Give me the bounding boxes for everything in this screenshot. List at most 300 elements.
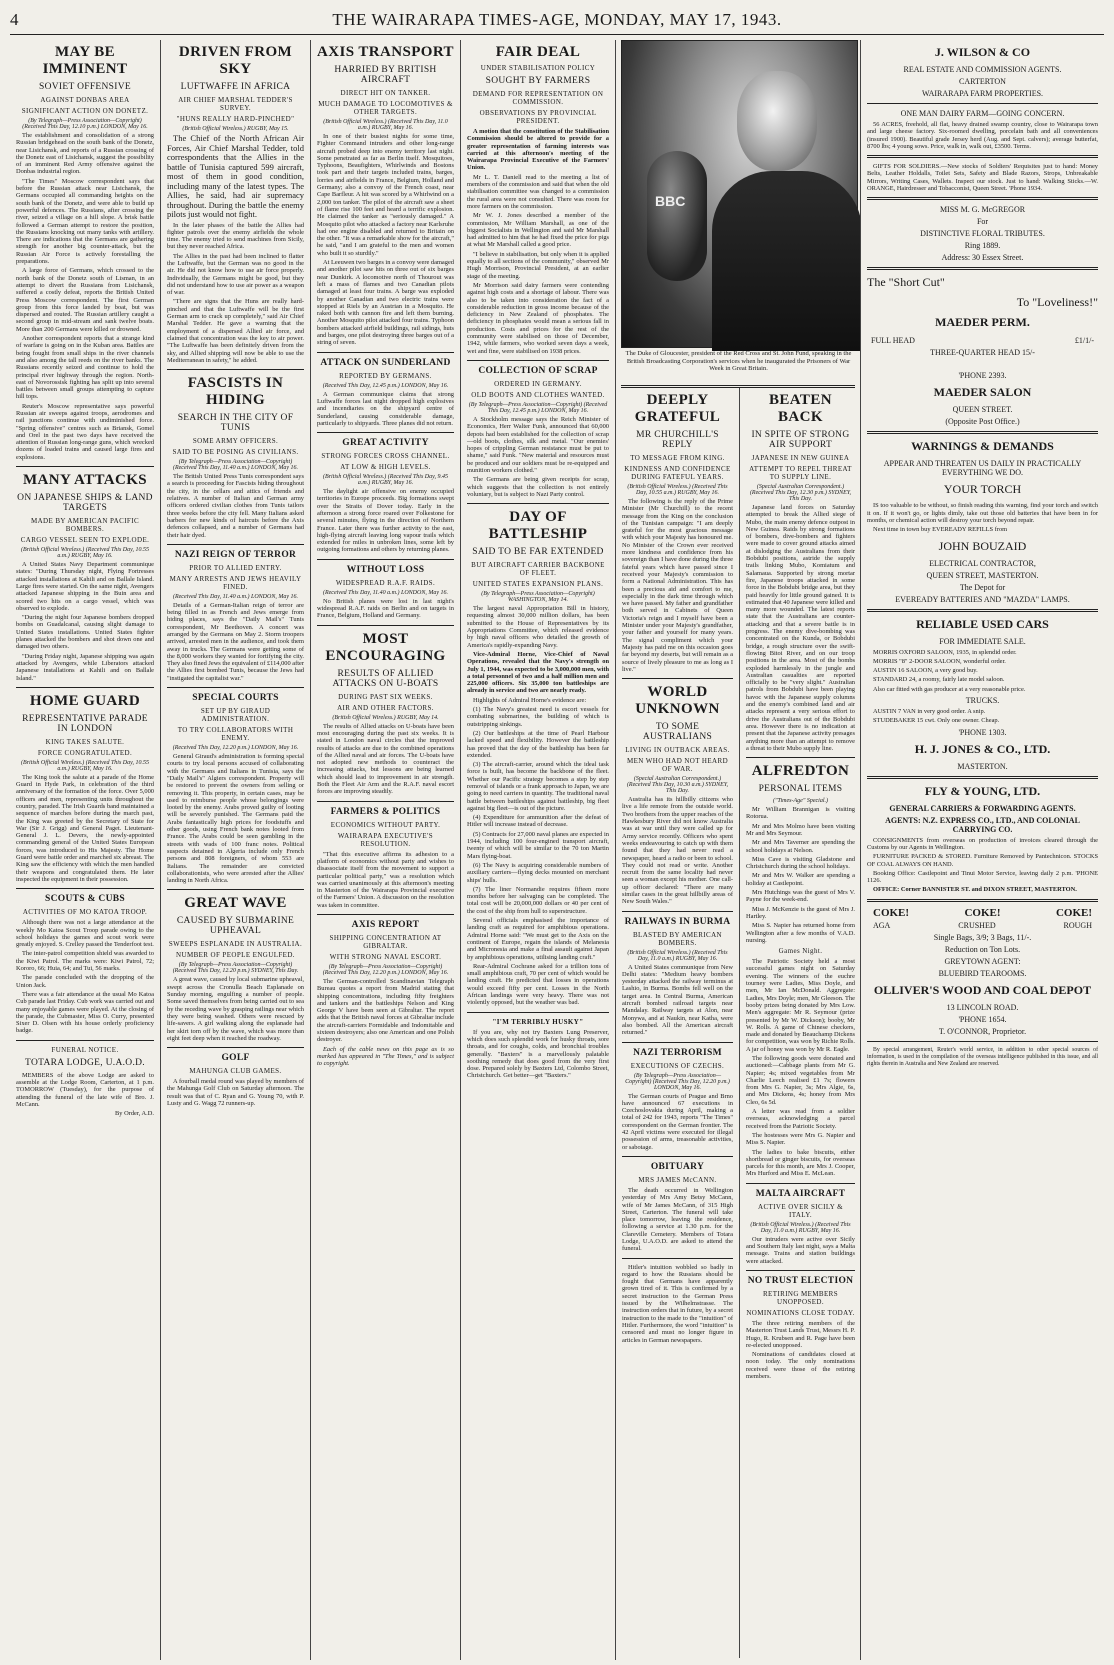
headline-great-activity: GREAT ACTIVITY: [342, 438, 429, 449]
subhead: UNITED STATES EXPANSION PLANS.: [472, 580, 604, 589]
paragraph: MEMBERS of the above Lodge are asked to assemble at the Lodge Room, Carterton, at 1 p.m. TOMORROW (Tuesday), for the purpose of attending the funeral of the late wife of Bro. J. McCann.: [16, 1071, 154, 1108]
dateline: (British Official Wireless.) (Received This Day, 10.55 a.m.) RUGBY, May 16.: [21, 547, 149, 560]
headline-beaten-back: BEATEN BACK: [769, 392, 832, 425]
subhead: REPRESENTATIVE PARADE IN LONDON: [22, 713, 148, 734]
ad-mcgregor-title: MISS M. G. McGREGOR: [939, 205, 1026, 215]
ad-paragraph: Also car fitted with gas producer at a very reasonable price.: [873, 685, 1026, 693]
headline-great-wave: GREAT WAVE: [184, 895, 287, 912]
subhead: ON JAPANESE SHIPS & LAND TARGETS: [17, 493, 153, 514]
headline-attack-on-sunderland: ATTACK ON SUNDERLAND: [320, 357, 451, 368]
paragraph: "I believe in stabilisation, but only when it is applied equally to all sections of the community," observed Mr Hugh Morrison, Provincial President, at an earlier stage of the meeting.: [467, 250, 609, 280]
paragraph: (4) Expenditure for ammunition after the defeat of Hitler will increase instead of decrease.: [467, 814, 609, 829]
ad-paragraph: FURNITURE PACKED & STORED. Furniture Removed by Pantechnicon. STOCKS OF COAL ALWAYS ON HAND.: [867, 853, 1098, 868]
subhead: MAHUNGA CLUB GAMES.: [189, 1067, 282, 1076]
ad-text: Reduction on Ton Lots.: [944, 944, 1021, 954]
columns: [10, 40, 1104, 1660]
paragraph: A United States communique from New Delhi states: "Medium heavy bombers yesterday attacked the railway terminus at Lashio, in Burma. Bombs fell well on the target area. In Central Burma, American aircraft bombed railroad targets near Mandalay. Railway targets at Alon, near Monywa, and at Naukin, near Katha, were also bombed. All the American aircraft returned.": [622, 963, 733, 1037]
paragraph: Nominations of candidates closed at noon today. The only nominations received were those of the retiring members.: [746, 1351, 855, 1381]
subhead: BUT AIRCRAFT CARRIER BACKBONE OF FLEET.: [471, 561, 605, 578]
paragraph: The parade concluded with the dropping of the Union Jack.: [16, 974, 154, 989]
subhead: DIRECT HIT ON TANKER.: [340, 89, 431, 97]
masthead-title: THE WAIRARAPA TIMES-AGE, MONDAY, MAY 17, 1943.: [332, 10, 782, 29]
subhead: OBSERVATIONS BY PROVINCIAL PRESIDENT.: [479, 109, 597, 125]
headline-fair-deal: FAIR DEAL: [495, 44, 581, 60]
subhead: PERSONAL ITEMS: [758, 784, 843, 795]
ad-paragraph: Booking Office: Castlepoint and Tinui Motor Service, leaving daily 2 p.m. 'PHONE 1126.: [867, 869, 1098, 885]
column-1: [10, 40, 160, 1660]
dateline: (By Telegraph—Press Association—Copyright) (Received This Day, 12.10 p.m.) LONDON, May 16.: [22, 118, 148, 130]
subhead: SOUGHT BY FARMERS: [485, 76, 591, 86]
duke-of-gloucester-photo: [621, 40, 858, 348]
ad-text: TRUCKS.: [965, 696, 1000, 706]
ad-text: GREYTOWN AGENT:: [944, 956, 1021, 966]
headline-malta-aircraft: MALTA AIRCRAFT: [755, 1188, 846, 1199]
paragraph: The German courts of Prague and Brno have announced 67 executions in Czechoslovakia during April, making a total of 242 for 1943, reports "The Times" correspondent on the German frontier. The 42 April victims were executed for illegal possession of arms, treasonable activities, or sabotage.: [622, 1092, 733, 1151]
headline-axis-transport: AXIS TRANSPORT: [317, 44, 454, 60]
headline-nazi-reign-of-terror: NAZI REIGN OF TERROR: [174, 549, 297, 560]
copyright-note: Each of the cable news on this page as is so marked has appeared in "The Times," and is subject to copyright.: [317, 1045, 454, 1068]
paragraph: The Allies in the past had been inclined to flatter the Luftwaffe, but the German was no good in the air. He did not know how to use air force properly. Individually, the Germans might be good, but they did not understand how to use air power as a weapon of war.: [167, 252, 304, 297]
ad-text: EVEREADY BATTERIES AND "MAZDA" LAMPS.: [895, 594, 1070, 604]
subhead: TO SOME AUSTRALIANS: [642, 722, 713, 743]
divider: [467, 503, 609, 504]
headline-home-guard: HOME GUARD: [29, 692, 141, 709]
ad-text: GENERAL CARRIERS & FORWARDING AGENTS.: [889, 803, 1076, 813]
subhead: "HUNS REALLY HARD-PINCHED": [176, 115, 295, 123]
subhead: MRS JAMES McCANN.: [638, 1175, 717, 1184]
paragraph: A motion that the constitution of the Stabilisation Commission should be altered to provide for a greater representation of farming interests was carried at this afternoon's meeting of the Wairarapa Provincial Executive of the Farmers' Union.: [467, 128, 609, 172]
paragraph: The King took the salute at a parade of the Home Guard in Hyde Park, in celebration of the third anniversary of the formation of the force. Over 5,000 officers and men, representing units throughout the country, paraded. The Irish Guards band maintained a sequence of marches before during the march past, the King was greeted by the Secretary of State for War (Sir J. Grigg) and General Paget. Lieutenant-General J. L. Devers, the newly-appointed commanding general of the United States European forces, was introduced to His Majesty. The Home Guard were battle order and marched six abreast. The King saw the efficiency with which the men handled their weapons and congratulated them. He later inspected the equipment in their possession.: [16, 773, 154, 883]
divider: [167, 687, 304, 688]
divider: [867, 197, 1098, 200]
paragraph: "That this executive affirms its adhesion to a platform of economics without party and wishes to disassociate itself from the movement to support a particular political party," was a resolution which was carried unanimously at this afternoon's meeting in Masterton of the Wairarapa Provincial executive of the Farmers' Union. A discussion on the resolution was taken in committee.: [317, 850, 454, 909]
dateline: (British Official Wireless.) (Received This Day, 10.55 a.m.) RUGBY, May 16.: [21, 759, 149, 772]
divider: [867, 431, 1098, 434]
ad-text: ONE MAN DAIRY FARM—GOING CONCERN.: [900, 109, 1065, 118]
dateline: (British Official Wireless.) RUGBY, May 14.: [332, 714, 439, 721]
paragraph: A Stockholm message says the Reich Minister of Economics, Herr Walter Funk, announced that 60,000 depots had been established for the collection of scrap—old boots, clothes, silk and metal. "Our enemies' hopes of crippling German resistance must be put to shame," said Funk. "New material and resources must be produced and our soldiers must be re-equipped and munition workers clothed.": [467, 415, 609, 474]
headline-deeply-grateful: DEEPLY GRATEFUL: [634, 392, 721, 425]
ad-coke: COKE!: [964, 906, 1001, 919]
ad-text: DISTINCTIVE FLORAL TRIBUTES.: [920, 229, 1045, 239]
divider: [16, 466, 154, 467]
ad-coke: COKE!: [1055, 906, 1092, 919]
paragraph: Miss S. Napier has returned home from Wellington after a few months of V.A.D. nursing.: [746, 922, 855, 944]
divider: [317, 559, 454, 560]
headline-scouts-cubs: SCOUTS & CUBS: [45, 894, 125, 905]
divider: [467, 1012, 609, 1013]
ad-text: (Opposite Post Office.): [945, 417, 1020, 427]
subhead: TO TRY COLLABORATORS WITH ENEMY.: [177, 726, 294, 743]
column-6: [739, 388, 860, 1658]
headline-may-be-imminent: MAY BE IMMINENT: [42, 44, 128, 77]
divider: [867, 103, 1098, 104]
photo-caption: The Duke of Gloucester, president of the Red Cross and St. John Fund, speaking in the British Broadcasting Corporation's services when he inaugurated the Prisoners of War Week in Great Britain.: [625, 350, 852, 373]
paragraph: The daylight air offensive on enemy occupied territories in Europe proceeds. Big formations swept over the Straits of Dover today. Early in the afternoon a strong force roared over Folkestone for several minutes, flying in the direction of Northern France. Later there was further activity to the east, high-flying aircraft leaving long vapour trails which extended for miles in unbroken lines, some left by outgoing formations and others by returning planes.: [317, 488, 454, 554]
subhead: ATTEMPT TO REPEL THREAT TO SUPPLY LINE.: [749, 465, 852, 481]
paragraph: (2) Our battleships at the time of Pearl Harbour lacked speed and flexibility. However the battleship has proved that the day of the battleship has been far extended.: [467, 729, 609, 759]
subhead: REPORTED BY GERMANS.: [339, 371, 432, 380]
subhead: JAPANESE IN NEW GUINEA: [751, 454, 850, 462]
ad-paragraph: MORRIS "8" 2-DOOR SALOON, wonderful order.: [873, 657, 1006, 665]
ad-paragraph: STUDEBAKER 15 cwt. Only one owner. Cheap.: [873, 717, 1000, 725]
ad-paragraph: AUSTIN 16 SALOON, a very good buy.: [873, 667, 978, 675]
paragraph: Highlights of Admiral Horne's evidence are:: [473, 696, 587, 704]
reuters-notice: By special arrangement, Reuter's world service, in addition to other special sources of information, is used in the compilation of the overseas intelligence published in this issue, and all rights therein in Australia and New Zealand are reserved.: [867, 1046, 1098, 1068]
dateline: (British Official Wireless.) (Received This Day, 11.0 a.m.) RUGBY, May 16.: [627, 949, 728, 962]
headline-axis-report: AXIS REPORT: [351, 920, 420, 930]
ad-price-line: THREE-QUARTER HEAD 15/-: [930, 348, 1035, 358]
ad-text: T. O'CONNOR, Proprietor.: [938, 1026, 1027, 1036]
dateline: (By Telegraph—Press Association—Copyright) (Received This Day, 12.20 p.m.) SYDNEY, This Day.: [172, 962, 299, 975]
subhead: FORCE CONGRATULATED.: [37, 748, 133, 757]
paragraph: Although there was not a large attendance at the weekly Mo Katoa Scout Troop parade owing to the school holidays the games and scout work were greatly enjoyed. S. Crelley passed the Tenderfoot test.: [16, 919, 154, 949]
subhead: WIDESPREAD R.A.F. RAIDS.: [335, 578, 436, 587]
paragraph: A great wave, caused by local submarine upheaval, swept across the Cronulla Beach Esplanade on Sunday morning, engulfing a number of people. Some saved themselves from being carried out to sea by the receding wave by grasping railings near which they were being washed. Others were rescued by life-savers. A girl walking along the esplanade had her skirt torn off by the wave, which was more than eight feet deep when it reached the roadway.: [167, 976, 304, 1042]
dateline: (By Telegraph—Press Association—Copyright) (Received This Day, 12.20 p.m.) LONDON, May 16.: [625, 1072, 730, 1091]
paragraph: The hostesses were Mrs G. Napier and Miss S. Napier.: [746, 1131, 855, 1147]
column-7-advertisements: [860, 40, 1104, 1660]
microphone-icon: BBC: [647, 151, 707, 281]
paragraph: The inter-patrol competition shield was awarded to the Kiwi Patrol. The marks were: Kiwi Patrol, 72; Kororo, 66; Huia, 64; and Tui, 56 marks.: [16, 950, 154, 973]
paragraph: Mr and Mrs Molmo have been visiting Mr and Mrs Seymour.: [746, 822, 855, 837]
ad-fly-young: FLY & YOUNG, LTD.: [924, 783, 1041, 798]
divider: [867, 776, 1098, 779]
ad-coke-type: AGA: [873, 920, 891, 930]
ad-your-torch: YOUR TORCH: [943, 482, 1022, 497]
dateline: ("Times-Age" Special.): [772, 798, 829, 805]
subhead: AGAINST DONBAS AREA: [40, 96, 130, 104]
subhead: RESULTS OF ALLIED ATTACKS ON U-BOATS: [332, 668, 439, 689]
divider: [317, 801, 454, 802]
column-3: [310, 40, 460, 1660]
divider: [317, 914, 454, 915]
dateline: (Received This Day, 12.20 p.m.) LONDON, May 16.: [172, 745, 299, 752]
subhead: SIGNIFICANT ACTION ON DONETZ.: [21, 107, 149, 115]
ad-john-bouzaid: JOHN BOUZAID: [938, 538, 1027, 553]
paragraph: If you are, why not try Baxters Lung Preserver, which does such splendid work for husky throats, sore throats, and for coughs, colds, and bronchial troubles generally. "Baxters" is a marvellously palatable soothing remedy that does good from the very first dose. Prepared solely by Baxters Ltd, Colombo Street, Christchurch. Get better—get "Baxters.": [467, 1028, 609, 1080]
headline-golf: GOLF: [221, 1053, 250, 1064]
headline-terribly-husky: "I'M TERRIBLY HUSKY": [492, 1017, 584, 1026]
paragraph: In the later phases of the battle the Allies had fighter patrols over the enemy airfields the whole time. The enemy tried to send machines from Sicily, but they never reached Africa.: [167, 221, 304, 251]
dateline: (British Official Wireless.) (Received This Day, 9.45 a.m.) RUGBY, May 16.: [323, 474, 448, 487]
paragraph: "During the night four Japanese bombers dropped bombs on Guadalcanal, causing slight damage to United States installations. United States fighter planes attacked the bombers and shot down one and damaged two others.: [16, 614, 154, 651]
subhead: AIR CHIEF MARSHAL TEDDER'S SURVEY.: [178, 96, 293, 112]
subhead: CARGO VESSEL SEEN TO EXPLODE.: [20, 536, 150, 545]
subhead: LUFTWAFFE IN AFRICA: [180, 82, 291, 92]
dateline: (By Telegraph—Press Association—Copyright) (Received This Day, 12.20 p.m.) LONDON, May 16.: [322, 964, 449, 976]
subhead: DEMAND FOR REPRESENTATION ON COMMISSION.: [472, 90, 604, 106]
divider: [746, 1270, 855, 1271]
ad-paragraph: CONSIGNMENTS from overseas on production of invoices cleared through the Customs by our Agents in Wellington.: [867, 836, 1098, 851]
subhead: KING TAKES SALUTE.: [45, 737, 125, 746]
paragraph: "The Times" Moscow correspondent says that before the Russian attack near Lisichansk, the Germans occupied all commanding heights on the south bank of the Donetz, and were able to build up powerful defences. The Russians, after crossing the river, seized a village on a hill slope. A brisk battle followed a German attempt to restore the position, the Russians knocking out many tanks with artillery. There are indications that the Germans are gathering strength for another big counter-attack, but the Russian Air Force is actively forestalling the preparations.: [16, 177, 154, 266]
subhead: OLD BOOTS AND CLOTHES WANTED.: [471, 390, 605, 399]
paragraph: The results of Allied attacks on U-boats have been most encouraging during the past six weeks. It is stated in London naval circles that the improved results of attacks are due to the combined operations of the Allied naval and air forces. The U-boats have not adopted new methods to counteract the increasing attacks, but lessons are being learned which should lead to improvement in air strength. Both the Fleet Air Arm and the R.A.F. naval escort forces are improving steadily.: [317, 722, 454, 796]
paragraph: "During Friday night, Japanese shipping was again attacked by Avengers, while Liberators attacked Japanese installations at Kahili and on Ballale Island.": [16, 652, 154, 682]
subhead: SHIPPING CONCENTRATION AT GIBRALTAR.: [329, 934, 442, 950]
subhead: STRONG FORCES CROSS CHANNEL.: [321, 452, 450, 461]
headline-farmers-politics: FARMERS & POLITICS: [330, 806, 441, 817]
ad-text: 'PHONE 1654.: [958, 1014, 1007, 1024]
ad-ollivers: OLLIVER'S WOOD AND COAL DEPOT: [873, 982, 1092, 997]
ad-paragraph: AUSTIN 7 VAN in very good order. A snip.: [873, 708, 986, 716]
divider: [622, 1258, 733, 1259]
paragraph: Mrs Hutchings was the guest of Mrs V. Payne for the week-end.: [746, 889, 855, 904]
ad-phone: 'PHONE 2393.: [958, 371, 1007, 381]
paragraph: Mr Morrison said dairy farmers were contending against high costs and a shortage of labour. There was also to be taken into consideration the fact of a considerable reduction in gross income because of the deficiency in New Zealand of phosphates. The deficiency in phosphates would mean a serious fall in production. Costs and prices for the rest of the community were stabilised on those of December, 1942, while farmers, who worked seven days a week, wet and fine, were stabilised on 1938 prices.: [467, 281, 609, 355]
headline-day-of-battleship: DAY OF BATTLESHIP: [488, 509, 588, 543]
subhead: TOTARA LODGE, U.A.O.D.: [25, 1057, 145, 1068]
divider: [167, 1047, 304, 1048]
subhead: LIVING IN OUTBACK AREAS.: [625, 746, 730, 755]
divider: [16, 687, 154, 688]
headline-alfredton: ALFREDTON: [751, 763, 850, 780]
subhead: SAID TO BE POSING AS CIVILIANS.: [172, 448, 299, 457]
dateline: (By Telegraph—Press Association—Copyright) (Received This Day, 11.40 a.m.) LONDON, May 16.: [172, 459, 299, 472]
ad-text: APPEAR AND THREATEN US DAILY IN PRACTICALLY EVERYTHING WE DO.: [883, 459, 1082, 478]
subhead: UNDER STABILISATION POLICY: [480, 64, 596, 72]
dateline: (British Official Wireless.) RUGBY, May 15.: [182, 126, 289, 132]
ad-paragraph: STANDARD 24, a roomy, fairly late model saloon.: [873, 676, 1005, 684]
paragraph: Several officials emphasised the importance of landing craft as required for amphibious operations. Admiral Horne said: "We must get to the Axis on the continent of Europe, regain the islands of Melanesia and Micronesia and make a final assault against Japan by amphibious operations, utilising landing craft.": [467, 917, 609, 961]
ad-paragraph: Next time in town buy EVEREADY REFILLS from: [873, 526, 1008, 534]
paragraph: A German communique claims that strong Luftwaffe forces last night dropped high explosives and incendiaries on the shipyard centre of Sunderland, causing considerable damage, particularly to shipyards. Three planes did not return.: [317, 390, 454, 427]
ad-coke-type: CRUSHED: [958, 920, 996, 930]
subhead: SWEEPS ESPLANADE IN AUSTRALIA.: [168, 940, 303, 949]
paragraph: Hitler's intuition wobbled so badly in regard to how the Russians should be fought that Germans have apparently grown tired of it. This is confirmed by a secret instruction to the German Press issued by the Wilhelmstrasse. The instruction orders that in future, by a secret instruction to the made to the "intuition" of Hitler. Furthermore, the word "intuition" is censored and must no longer figure in articles in German newspapers.: [622, 1263, 733, 1344]
ad-price: £1/1/-: [1074, 336, 1094, 346]
subhead: ACTIVE OVER SICILY & ITALY.: [757, 1202, 843, 1219]
divider: [867, 155, 1098, 158]
headline-railways-in-burma: RAILWAYS IN BURMA: [624, 916, 731, 927]
subhead: SAID TO BE FAR EXTENDED: [472, 547, 604, 558]
subhead: TO MESSAGE FROM KING.: [630, 454, 725, 462]
paragraph: Details of a German-Italian reign of terror are being filled in as French and Jews emerge from hiding places, says the "Daily Mail's" Tunis correspondent, Mr Beethoven. A concert was arranged by the Germans on May 2. Storm troopers arrived, arrested men in the audience, and took them away in trucks. The Germans were getting some of the 8,000 workers they wanted for fortifying the city. They also fined Jews the equivalent of £114,000 after the Allies first bombed Tunis, because the Jews had "instigated the capitalist war.": [167, 601, 304, 682]
headline-no-trust-election: NO TRUST ELECTION: [747, 1275, 854, 1286]
headline-without-loss: WITHOUT LOSS: [346, 564, 425, 575]
headline-collection-of-scrap: COLLECTION OF SCRAP: [478, 365, 598, 376]
divider: [867, 609, 1098, 612]
divider: [167, 889, 304, 890]
paragraph: The German-controlled Scandinavian Telegraph Bureau quotes a report from Madrid stating that shipping concentrations, including fifty freighters and tankers and the battleships Nelson and King George V have been seen at Gibraltar. The report adds that the British naval forces at Gibraltar include the aircraft-carriers Formidable and Indomitable and sixteen destroyers; also one American and one Polish destroyer.: [317, 978, 454, 1044]
subhead: MUCH DAMAGE TO LOCOMOTIVES & OTHER TARGETS.: [318, 100, 453, 116]
photo-block: [621, 40, 855, 385]
divider: [16, 888, 154, 889]
subhead: MEN WHO HAD NOT HEARD OF WAR.: [626, 757, 729, 774]
divider: [622, 911, 733, 912]
subhead: ACTIVITIES OF MO KATOA TROOP.: [22, 908, 148, 917]
ad-warnings-demands: WARNINGS & DEMANDS: [911, 439, 1054, 454]
subhead: EXECUTIONS OF CZECHS.: [630, 1061, 725, 1070]
ad-text: ELECTRICAL CONTRACTOR,: [929, 558, 1036, 568]
paragraph: Mr W. J. Jones described a member of the commission, Mr William Marshall, as one of the biggest Socialists in Wellington and said Mr Marshall had admitted to him that he had fixed the price for pigs at what Mr Marshall called a good price.: [467, 212, 609, 249]
subhead: SET UP BY GIRAUD ADMINISTRATION.: [200, 707, 271, 724]
paragraph: Another correspondent reports that a strange kind of warfare is going on in the Kuban area. Battles are being fought from small ships in the river channels and also among the tall reeds on the river banks. The Russians recently seized and continue to hold the principal river highway through the region. North-east of Novorossisk fighting has split up into several battles between small groups attempting to capture hill tops.: [16, 335, 154, 401]
divider: [16, 1040, 154, 1041]
paragraph: (3) The aircraft-carrier, around which the ideal task force is built, has become the backbone of the fleet. Whether our Pacific strategy becomes a step by step removal of islands or a frank approach to Japan, we are going to need carriers in quantity. The traditional naval battle between battleships against battleship, big fleet against big fleet—is out of the picture.: [467, 761, 609, 812]
ad-wilson-title: J. WILSON & CO: [934, 45, 1031, 59]
paragraph: Rear-Admiral Cochrane asked for a trillion tons of small amphibious craft, 70 per cent of which would be landing craft. He predicted that losses in operations would exceed fifty per cent. Losses in the North African landings were very heavy. There was not violently opposed, but the weather was bad.: [467, 962, 609, 1007]
ad-paragraph: 56 ACRES, freehold, all flat, heavy drained swamp country, close to Wairarapa town and large cheese factory. Six-roomed dwelling, porcelain bath and all conveniences (insured 1900). Beautiful grade Jersey herd (Aug. and Sept. calvers); average butterfat, 8700 lbs; 4 young sows. Price, walk in, walk out, £3500. Terms.: [867, 121, 1098, 150]
subhead: KINDNESS AND CONFIDENCE DURING FATEFUL YEARS.: [624, 465, 731, 481]
ad-paragraph: MORRIS OXFORD SALOON, 1935, in splendid order.: [873, 648, 1017, 656]
headline-obituary: OBITUARY: [650, 1161, 705, 1172]
headline-funeral-notice: FUNERAL NOTICE.: [51, 1045, 119, 1054]
divider: [867, 267, 1098, 270]
ad-text: For: [976, 217, 989, 227]
paragraph: (1) The Navy's greatest need is escort vessels for combating submarines, the building of which is outstripping sinkings.: [467, 706, 609, 728]
ad-paragraph: OFFICE: Corner BANNISTER ST. and DIXON STREET, MASTERTON.: [873, 886, 1077, 894]
masthead: [10, 10, 1104, 35]
subhead: AIR AND OTHER FACTORS.: [337, 703, 434, 712]
ad-maeder-perm: MAEDER PERM.: [935, 315, 1030, 330]
ad-text: FOR IMMEDIATE SALE.: [939, 636, 1026, 646]
dateline: (British Official Wireless.) (Received This Day, 11.0 a.m.) RUGBY, May 16.: [323, 119, 448, 131]
ad-phone: 'PHONE 1303.: [958, 727, 1007, 737]
subhead: NUMBER OF PEOPLE ENGULFED.: [176, 951, 295, 960]
ad-text: AGENTS: N.Z. EXPRESS CO., LTD., AND COLONIAL CARRYING CO.: [885, 815, 1080, 834]
divider: [867, 1041, 1098, 1042]
divider: [746, 757, 855, 758]
ad-text: CARTERTON: [959, 77, 1006, 86]
subhead: IN SPITE OF STRONG AIR SUPPORT: [751, 430, 850, 450]
subhead: HARRIED BY BRITISH AIRCRAFT: [334, 65, 437, 85]
paragraph: At Leeuwen two barges in a convoy were damaged and another pilot saw hits on three out of six barges near Dunkirk. A locomotive north of Thourout was left a mass of flames and two Canadian pilots damaged at least four trains. A barge was exploded by another Canadian and two electric trains were stopped at Riels by an Austrian in a Mosquito. He raked both with cannon fire and left them burning. Another Mosquito pilot attacked four trains. Typhoon bombers attacked airfield buildings, rail sidings, huts and barges, one pilot destroying three barges out of a string of seven.: [317, 259, 454, 347]
dateline: (Received This Day, 11.40 a.m.) LONDON, May 16.: [172, 593, 299, 600]
ad-maeder-salon: MAEDER SALON: [933, 385, 1032, 400]
paragraph: A United States Navy Department communique states: "During Thursday night, Flying Fortresses attacked installations at Kahili and on Ballale Island. Large fires were started. On the same night, Avengers attacked Japanese shipping in the Buin area and scored two hits on a cargo vessel, which was observed to explode.: [16, 561, 154, 612]
subhead: NOMINATIONS CLOSE TODAY.: [746, 1308, 855, 1317]
subhead: ORDERED IN GERMANY.: [494, 379, 582, 388]
paragraph: There was a fair attendance at the usual Mo Katoa Cub parade last Friday. Cub work was carried out and many enjoyable games were played. At the closing of the parade, the Cubmaster, Miss O. Curry, presented Sixer D. Olsen with his house orderly proficiency badge.: [16, 990, 154, 1035]
divider: [167, 544, 304, 545]
ad-text: Ring 1889.: [964, 241, 1001, 251]
paragraph: (5) Contracts for 27,000 naval planes are expected in 1944, including 100 four-engined transport aircraft, twenty of which will be similar to the 70 ton Martin Mars flying-boat.: [467, 830, 609, 860]
paragraph: The Patriotic Society held a most successful games night on Saturday evening. The winners of the euchre tourney were Ladies, Miss Doyle, and men, Mr Ian McDonald. Aggregate: Ladies, Mrs Doyle; men, Mr Gleeson. The booby prizes being donated by Mrs Low. Men's aggregate: Mr R. Seymour (prize presented by Mr W. Dickson); booby, Mr W. Rolls. A game of Chinese checkers, made and donated by Beauchamp Dickens for competition, was won by Richie Rolls. A jar of honey was won by Mr R. Eagle.: [746, 958, 855, 1053]
divider: [317, 352, 454, 353]
ad-text: Single Bags, 3/9; 3 Bags, 11/-.: [933, 932, 1032, 942]
subhead: PRIOR TO ALLIED ENTRY.: [189, 563, 282, 572]
subhead: CAUSED BY SUBMARINE UPHEAVAL: [176, 916, 295, 937]
column-5: [616, 388, 739, 1658]
page-number: 4: [10, 10, 19, 29]
paragraph: (6) The Navy is acquiring considerable numbers of auxiliary carriers—flying decks mounted on merchant ships' hulls.: [467, 861, 609, 884]
ad-coke-type: ROUGH: [1063, 920, 1092, 930]
paragraph: Mr and Mrs W. Walker are spending a holiday at Castlepoint.: [746, 872, 855, 887]
divider: [317, 432, 454, 433]
dateline: (Special Australian Correspondent.) (Received This Day, 10.30 a.m.) SYDNEY, This Day.: [626, 776, 729, 795]
subhead: WITH STRONG NAVAL ESCORT.: [329, 953, 442, 961]
divider: [467, 360, 609, 361]
paragraph: Miss J. McKenzie is the guest of Mrs J. Hartley.: [746, 905, 855, 920]
divider: [746, 1183, 855, 1184]
ad-text: QUEEN STREET.: [952, 405, 1013, 415]
ad-text: WAIRARAPA FARM PROPERTIES.: [921, 89, 1044, 98]
paragraph: The Chief of the North African Air Forces, Air Chief Marshal Tedder, told correspondents that the Allies in the battle of Tunisia captured 599 aircraft, most of them in good condition, including many of the latest types. The Allies, he said, had air supremacy throughout. During the battle the enemy pilots just would not fight.: [167, 133, 304, 219]
paragraph: The following is the reply of the Prime Minister (Mr Churchill) to the recent message from the King on the conclusion of the Tunisian campaign: "I am deeply grateful for the most gracious message with which your Majesty has honoured me. No Minister of the Crown ever received more kindness and confidence from his sovereign than I have done during the three fateful years which have passed since I received your Majesty's commission to form a National Administration. This has been a precious aid and comfort to me, especially in the dark time through which we have passed. My father and grandfather both served in Cabinets of Queen Victoria's reign and I myself have been a Minister under your Majesty's grandfather, your father and yourself for many years. The signal compliment which your Majesty has paid me on this occasion goes far beyond my deserts, but will remain as a source of lively pleasure to me as long as I live.": [622, 498, 733, 673]
subhead: AT LOW & HIGH LEVELS.: [340, 463, 431, 472]
paragraph: (7) The liner Normandie requires fifteen more months before her salvaging can be completed. The total cost will be 20,000,000 dollars or 40 per cent of the cost of the ship from hull to superstructure.: [467, 885, 609, 915]
dateline: (Received This Day, 12.45 p.m.) LONDON, May 16.: [322, 382, 449, 389]
paragraph: The largest naval Appropriation Bill in history, requesting almost 30,000 million dollars, has been submitted to the House of Representatives by its Appropriations Committee, which released evidence by high naval officers who detailed the growth of America's rapidly-expanding Navy.: [467, 605, 609, 649]
paragraph: The following goods were donated and auctioned:—Cabbage plants from Mr G. Napier; 4s; mixed vegetables from Mr Charlie Leech realised £1 7s; flowers from Mrs G. Napier, 3s; Mrs Algie, 6s, and Mrs Dickens, 4s; honey from Mrs Cleo, 6s 5d.: [746, 1055, 855, 1106]
divider: [867, 899, 1098, 902]
subhead: MADE BY AMERICAN PACIFIC BOMBERS.: [30, 517, 140, 534]
paragraph: The British United Press Tunis correspondent says a search is proceeding for Fascists hiding throughout the city, in the cellars and attics of friends and relatives. A number of Italian and German army officers ordered civilian clothes from Tunis tailors three weeks before the city fell. Many Italians asked barbers for new kinds of haircuts before the Axis defences collapsed, and a number of Germans had their hair dyed.: [167, 473, 304, 539]
ad-loveliness: To "Loveliness!": [1016, 295, 1098, 310]
dateline: (Received This Day, 11.40 a.m.) LONDON, May 16.: [322, 589, 449, 596]
paragraph: "There are signs that the Huns are really hard-pinched and that the Luftwaffe will be the first German arm to crack up completely," said Air Chief Marshal Tedder. He gave a warning that the employment of a dispersed Allied air force, and claimed that concentration was the key to air power. "The Luftwaffe has been definitely driven from the sky, and Allied shipping will now be able to use the Mediterranean in safety," he added.: [167, 298, 304, 364]
ad-text: BLUEBIRD TEAROOMS.: [938, 968, 1027, 978]
subhead: RETIRING MEMBERS UNOPPOSED.: [762, 1289, 839, 1306]
subhead: BLASTED BY AMERICAN BOMBERS.: [632, 930, 722, 947]
headline-world-unknown: WORLD UNKNOWN: [635, 684, 720, 718]
paragraph: The three retiring members of the Masterton Trust Lands Trust, Messrs H. P. Hugo, R. Krubsen and R. Page have been re-elected unopposed.: [746, 1319, 855, 1349]
headline-many-attacks: MANY ATTACKS: [22, 472, 148, 489]
paragraph: Miss Cave is visiting Gladstone and Christchurch during the school holidays.: [746, 855, 855, 871]
paragraph: Mr L. T. Daniell read to the meeting a list of members of the commission and said that when the old stabilisation committee was changed to a commission the rural area were not consulted. There was room for more farmers on the commission.: [467, 173, 609, 210]
ad-hj-jones: H. J. JONES & CO., LTD.: [914, 741, 1051, 756]
dateline: (British Official Wireless.) (Received This Day, 10.55 a.m.) RUGBY, May 16.: [627, 484, 728, 496]
paragraph: Japanese land forces on Saturday attempted to break the Allied siege of Mubo, the main enemy defence outpost in New Guinea. Raids by strong formations of bombers, dive-bombers and fighters were made to cover ground attacks aimed at dislodging the Australians from their Bobdubi positions, astride the supply trails linking Mubo, Komiatum and Salamaua. Supported by strong mortar fire, Japanese troops attacked in some force in the Bobdubi bridge area, but they paid heavily for little ground gained. It is estimated that 40 Japanese were killed and many more wounded. The latest reports state that the Australians are counter-attacking and that a severe battle is in progress. The enemy dive-bombing was concentrated on the Kunda, or Bobdubi bridge, a rough structure over the swift-flowing Bitoi River, and on our troop positions in the area. Most of the bombs exploded harmlessly in the jungle and Australian casualties are reported officially to be "very slight." Australian patrols from Bobdubi have been playing havoc with the Japanese supply columns and the enemy's combined land and air attacks represent a very serious effort to drive the Australians out of the Bobdubi area. However there is no indication at present that the Japanese activity presages anything more than an attempt to remove a threat to their Mubo supply line.: [746, 504, 855, 752]
ad-text: QUEEN STREET, MASTERTON.: [926, 570, 1039, 580]
signature: By Order, A.D.: [115, 1110, 154, 1118]
paragraph: A large force of Germans, which crossed to the north bank of the Donetz south of Lisman, in an attempt to divert the Russians from Lisichansk, suffered a costly defeat, reports the British United Press Moscow correspondent. The first German group from this force landed by boat, but was dispersed and routed. The Russian artillery caught a second group in mid-stream and sank twelve boats. More than 200 Germans were killed or drowned.: [16, 267, 154, 333]
divider: [622, 1042, 733, 1043]
paragraph: A letter was read from a soldier overseas, acknowledging a parcel received from the Patriotic Society.: [746, 1108, 855, 1130]
headline-nazi-terrorism: NAZI TERRORISM: [633, 1047, 722, 1058]
ad-text: 13 LINCOLN ROAD.: [946, 1002, 1019, 1012]
paragraph: The establishment and consolidation of a strong Russian bridgehead on the south bank of the Donetz, near Lisichansk, and reports of a Russian crossing of the Donetz east of Lisichansk, suggest the possibility of an imminent Red Army offensive against the Donbas industrial region.: [16, 132, 154, 176]
headline-most-encouraging: MOST ENCOURAGING: [325, 630, 446, 664]
paragraph: Reuter's Moscow representative says powerful Russian air sweeps against troops, aerodromes and rail junctions continue with undiminished force. "Spring offensive" centres such as Briansk, Gomel and Orel in the past two days have received the attention of Russian long-range guns, which wrecked dozens of loaded trains and caused large fires and explosions.: [16, 402, 154, 461]
ad-text: Address: 30 Essex Street.: [941, 253, 1024, 263]
headline-driven-from-sky: DRIVEN FROM SKY: [178, 44, 293, 77]
subhead: WAIRARAPA EXECUTIVE'S RESOLUTION.: [337, 831, 434, 848]
subhead: SEARCH IN THE CITY OF TUNIS: [177, 413, 294, 434]
paragraph: Our intruders were active over Sicily and Southern Italy last night, says a Malta message. Trains and station buildings were attacked.: [746, 1235, 855, 1265]
ad-short-cut: The "Short Cut": [867, 275, 945, 290]
ad-paragraph: IS too valuable to be without, so finish reading this warning, find your torch and switch it on. If it won't go, or lights dimly, take out those old batteries that have been in for months, or chemical action will destroy your torch beyond repair.: [867, 502, 1098, 524]
headline-fascists-in-hiding: FASCISTS IN HIDING: [187, 375, 284, 409]
dateline: (British Official Wireless.) (Received This Day, 11.0 a.m.) RUGBY, May 16.: [750, 1221, 851, 1234]
paragraph: Australia has its hillbilly citizens who live a life remote from the outside world. Two brothers from the upper reaches of the Hawkesbury River did not know Australia was at war until they were called up for Army service recently. Officers who spent weeks endeavouring to catch up with them found that they had never read a newspaper, heard a radio or been to school. They could not read or write. Another recruit from the same locality had never seen a woman except his mother. One call-up officer declared: "There are many similar cases in the great hillbilly areas of New South Wales.": [622, 796, 733, 906]
ad-coke: COKE!: [873, 906, 910, 919]
subhead: DURING PAST SIX WEEKS.: [338, 692, 433, 701]
column-4: [460, 40, 615, 1660]
ad-text: REAL ESTATE AND COMMISSION AGENTS.: [903, 65, 1062, 74]
dateline: (By Telegraph—Press Association—Copyright) (Received This Day, 12.45 p.m.) LONDON, May 16.: [468, 401, 608, 414]
paragraph: In one of their busiest nights for some time, Fighter Command intruders and other long-range aircraft probed deep into enemy territory last night. Some penetrated as far as Berlin itself. Mosquitoes, Typhoons, Beaufighters, Whirlwinds and Bostons took part and their targets included trains, barges, lorries and airfields in France, Belgium, Holland and Germany; also a convoy of the French coast, near Cape Barfleur. A hit was scored by a Whirlwind on a 2,000 ton tanker. The pilot of the aircraft saw a sheet of flame rise 100 feet and heard a terrific explosion. He claimed the tanker as "seriously damaged." A Mosquito pilot who attacked a factory near Karlsruhe had one engine disabled and returned to Britain on the other. "It was a remarkable show for the aircraft," he said, "and I am grateful to the men and women who built it so sturdily.": [317, 133, 454, 257]
paragraph: A fourball medal round was played by members of the Mahunga Golf Club on Saturday afternoon. The result was that of C. Ryan and G. Young 70, with P. Lusty and G. Wagg 72 runners-up.: [167, 1078, 304, 1107]
paragraph: The death occurred in Wellington yesterday of Mrs Amy Betsy McCann, wife of Mr James McCann, of 315 High Street, Carterton. The funeral will take place tomorrow, leaving the residence, following a service at 1.30 p.m. for the Clareville Cemetery. Members of Totara Lodge, U.A.O.D. are asked to attend the funeral.: [622, 1186, 733, 1253]
divider: [622, 1156, 733, 1157]
dateline: (By Telegraph—Press Association—Copyright) WASHINGTON, May 14.: [481, 591, 595, 604]
photo-and-columns-5-6: [615, 40, 860, 1660]
subhead: Games Night.: [778, 947, 823, 956]
column-2: [160, 40, 310, 1660]
paragraph: Vice-Admiral Horne, Vice-Chief of Naval Operations, revealed that the Navy's strength on July 1, 1944, was expected to be 3,000,000 men, with a total personnel of two and a half million men and 225,000 officers. Six 35,000 ton battleships are already in service and two are nearly ready.: [467, 650, 610, 695]
ad-paragraph: GIFTS FOR SOLDIERS.—New stocks of Soldiers' Requisites just to hand: Money Belts, Leather Holdalls, Toilet Sets, Safety and Blade Razors, Strops, Unbreakable Mirrors, Writing Cases, Wallets. Inspect our stock. Just to hand: Walking Sticks.—W. ORANGE, Hairdresser and Tobacconist, Queen Street. 'Phone 1934.: [867, 163, 1098, 193]
divider: [167, 369, 304, 370]
subhead: SOME ARMY OFFICERS.: [192, 437, 279, 446]
paragraph: Mr William Brannigan is visiting Rotorua.: [746, 806, 855, 821]
ad-reliable-used-cars: RELIABLE USED CARS: [916, 616, 1049, 631]
paragraph: No British planes were lost in last night's widespread R.A.F. raids on Berlin and on targets in France, Belgium, Holland and Germany.: [317, 597, 454, 620]
paragraph: General Giraud's administration is forming special courts to try local persons accused of collaborating with the Germans and Italians in Tunisia, says the "Daily Mail's" Algiers correspondent. Property will be restored to prevent the owners from selling or removing it. This property, in certain cases, may be used to reimburse people whose belongings were looted by the enemy. Arabs proved guilty of looting will be severely punished. The Germans paid the Arabs fantastically high prices for foodstuffs and other goods, using French bank notes looted from France. The Arabs could be seen gambling in the streets with wads of 100 franc notes. Political suspects detained in Algeria include only French persons and 808 foreigners, of whom 553 are Italians. The remainder are convicted collaborationists, who were arrested after the Allies' landing in North Africa.: [167, 753, 304, 885]
paragraph: The Germans are being given receipts for scrap, which suggests that the collection is not entirely voluntary, but is subject to Nazi Party control.: [467, 476, 609, 498]
